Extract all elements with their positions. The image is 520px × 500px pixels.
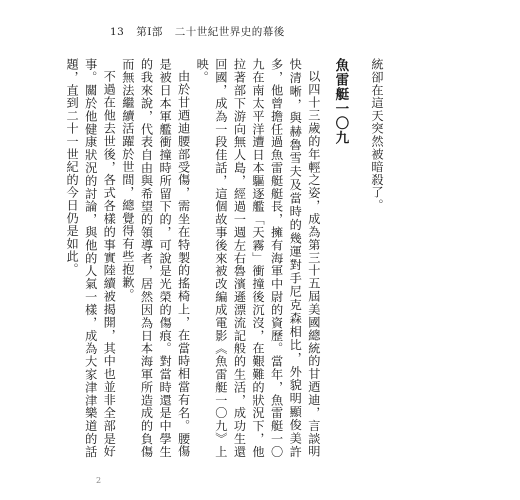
running-head bbox=[110, 24, 293, 39]
paragraph-3: 不過在他去世後，各式各樣的事實陸續被揭開，其中也並非全部是好事。關於他健康狀況的討論，與他的人氣一樣，成為大家津津樂道的話題，直到二十一世紀的今日仍是如此。 bbox=[65, 58, 117, 458]
section-title: 魚雷艇一〇九 bbox=[332, 58, 349, 145]
part-title: 二十世紀世界史的幕後 bbox=[174, 26, 285, 38]
paragraph-1: 以四十三歲的年輕之姿，成為第三十五屆美國總統的甘迺迪，言談明快清晰，與赫魯雪夫及當時的幾運對手尼克森相比，外貌明顯俊美許多，他曾擔任過魚雷艇艇長，擁有海軍中尉的資歷。當年，魚雷艇一〇九在南太平洋遭日本驅逐艦「天霧」衝撞後沉沒，在艱難的狀況下，他拉著部下游向無人島，經過一週左右魯濱遜漂流記般的生活，成功生還回國，成為一段佳話，這個故事後來被改編成電影《魚雷艇一〇九》上映。 bbox=[195, 58, 321, 458]
part-label: 第Ⅰ部 bbox=[136, 26, 163, 38]
paragraph-2: 由於甘迺迪腰部受傷，需坐在特製的搖椅上，在當時相當有名。腰傷是被日本軍艦衝撞時所留下的，可說是光榮的傷痕。對當時還是中學生的我來說，代表自由與希望的領導者，居然因為日本海軍所造成的負傷而無法繼續活躍於世間，總覺得有些抱歉。 bbox=[120, 58, 191, 458]
opening-line: 統卻在這天突然被暗殺了。 bbox=[370, 58, 384, 212]
folio-mark: 2 bbox=[96, 476, 102, 485]
vertical-body-text bbox=[63, 58, 387, 458]
page-number: 13 bbox=[110, 26, 125, 38]
